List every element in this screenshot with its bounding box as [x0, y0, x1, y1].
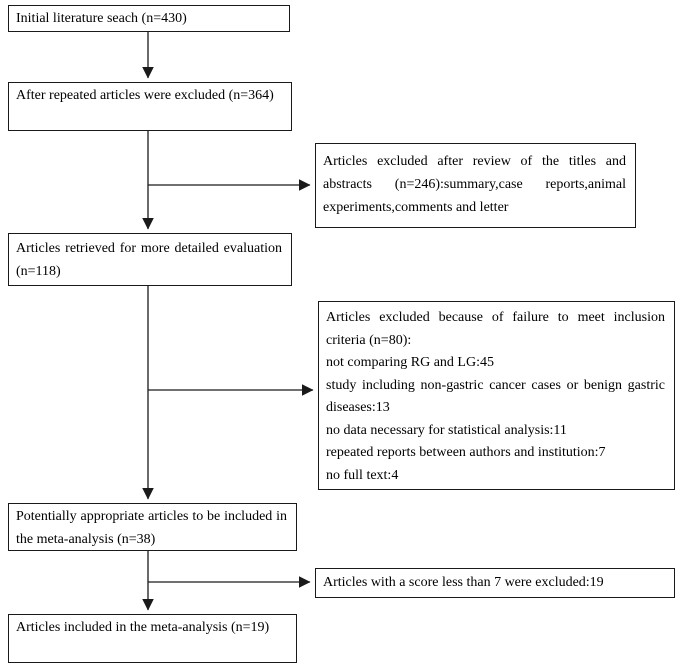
excluded-criteria-reason-3: no data necessary for statistical analysis:11 — [326, 422, 567, 438]
excluded-criteria-reason-1: not comparing RG and LG:45 — [326, 355, 494, 370]
box-initial-search: Initial literature seach (n=430) — [8, 5, 290, 32]
box-excluded-low-score: Articles with a score less than 7 were excluded:19 — [315, 568, 675, 598]
excluded-criteria-reason-2: study including non-gastric cancer cases or benign gastric diseases:13 — [326, 377, 665, 415]
box-included-meta-analysis: Articles included in the meta-analysis (n=19) — [8, 614, 297, 663]
excluded-criteria-reason-4: repeated reports between authors and institution:7 — [326, 445, 606, 460]
box-after-dedup: After repeated articles were excluded (n=364) — [8, 82, 292, 131]
box-potentially-appropriate: Potentially appropriate articles to be included in the meta-analysis (n=38) — [8, 503, 297, 551]
excluded-criteria-reason-5: no full text:4 — [326, 467, 399, 483]
box-excluded-inclusion-criteria — [318, 301, 675, 490]
box-excluded-titles-abstracts: Articles excluded after review of the titles and abstracts (n=246):summary,case reports,animal experiments,comments and letter — [315, 143, 636, 228]
excluded-criteria-title: Articles excluded because of failure to meet inclusion criteria (n=80): — [326, 310, 665, 348]
box-retrieved-detailed: Articles retrieved for more detailed evaluation (n=118) — [8, 233, 292, 286]
